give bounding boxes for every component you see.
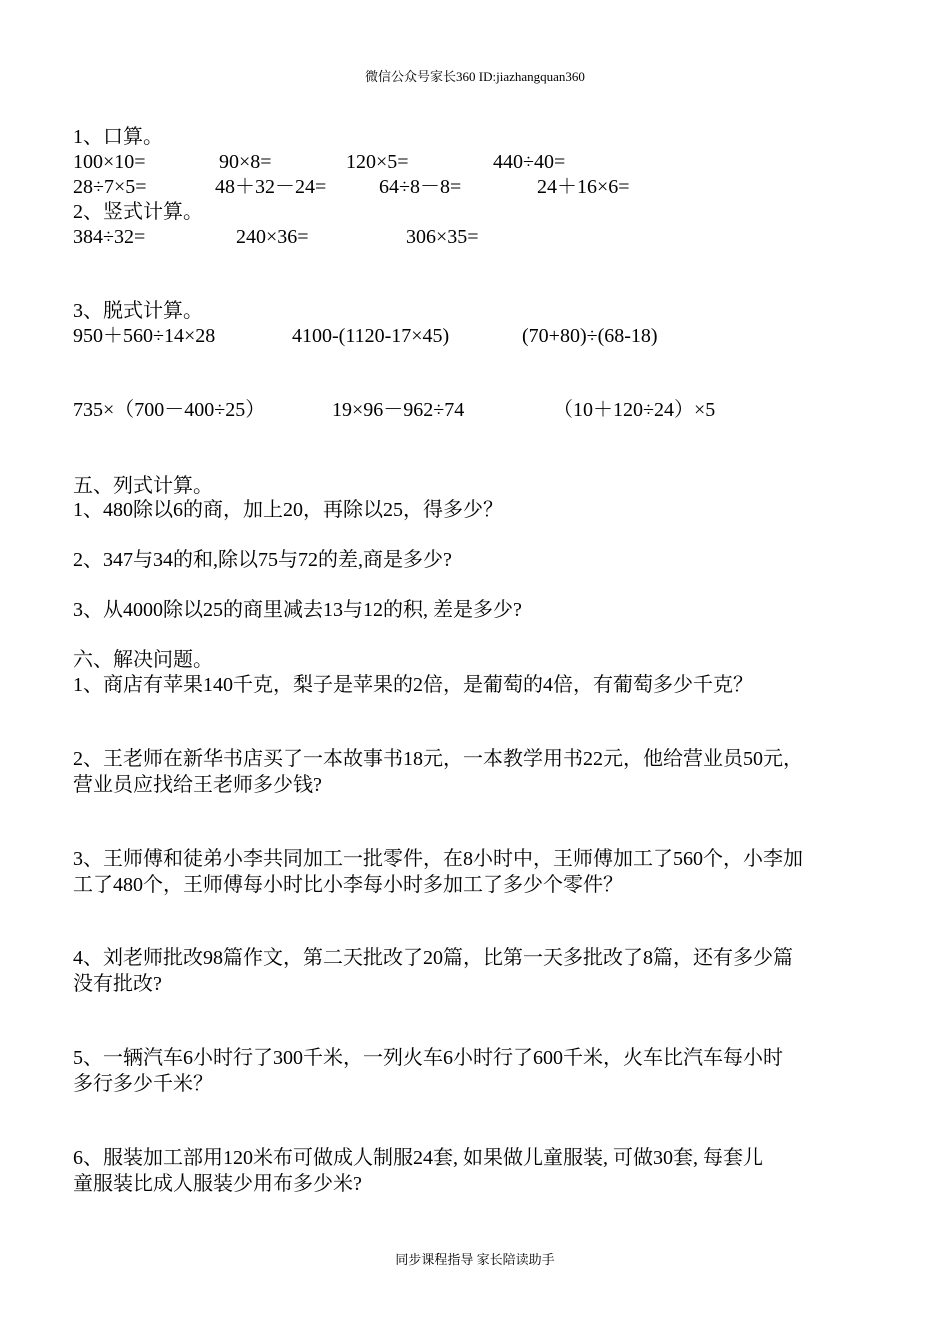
section6-title: 六、解决问题。 — [73, 649, 213, 671]
vertical-calc-item: 240×36= — [236, 226, 309, 248]
word-problem-6-line-2: 童服装比成人服装少用布多少米? — [73, 1173, 362, 1195]
word-problem-3-line-2: 工了480个，王师傅每小时比小李每小时多加工了多少个零件？ — [73, 874, 623, 896]
mental-math-item: 24＋16×6= — [537, 176, 630, 198]
section3-title: 3、脱式计算。 — [73, 300, 203, 322]
word-problem-5-line-2: 多行多少千米？ — [73, 1073, 213, 1095]
page-header: 微信公众号家长360 ID:jiazhangquan360 — [365, 69, 585, 84]
step-calc-item: （10＋120÷24）×5 — [553, 399, 716, 421]
word-problem-6-line-1: 6、服装加工部用120米布可做成人制服24套, 如果做儿童服装, 可做30套, 每套儿 — [73, 1147, 763, 1169]
equation-question-3: 3、从4000除以25的商里减去13与12的积, 差是多少? — [73, 599, 522, 621]
step-calc-item: 950＋560÷14×28 — [73, 325, 216, 347]
word-problem-3-line-1: 3、王师傅和徒弟小李共同加工一批零件，在8小时中，王师傅加工了560个，小李加 — [73, 848, 803, 870]
vertical-calc-item: 306×35= — [406, 226, 479, 248]
word-problem-4-line-2: 没有批改? — [73, 973, 162, 995]
section5-title: 五、列式计算。 — [73, 475, 213, 497]
word-problem-5-line-1: 5、一辆汽车6小时行了300千米，一列火车6小时行了600千米，火车比汽车每小时 — [73, 1047, 783, 1069]
equation-question-2: 2、347与34的和,除以75与72的差,商是多少? — [73, 549, 452, 571]
mental-math-item: 48＋32－24= — [215, 176, 327, 198]
word-problem-4-line-1: 4、刘老师批改98篇作文，第二天批改了20篇，比第一天多批改了8篇，还有多少篇 — [73, 947, 793, 969]
section2-title: 2、竖式计算。 — [73, 201, 203, 223]
vertical-calc-row — [73, 225, 893, 249]
section1-title: 1、口算。 — [73, 126, 163, 148]
mental-math-item: 100×10= — [73, 151, 146, 173]
step-calc-row-1 — [73, 324, 893, 348]
word-problem-2-line-1: 2、王老师在新华书店买了一本故事书18元，一本教学用书22元，他给营业员50元， — [73, 748, 803, 770]
vertical-calc-item: 384÷32= — [73, 226, 146, 248]
mental-math-item: 440÷40= — [493, 151, 566, 173]
equation-question-1: 1、480除以6的商，加上20，再除以25，得多少？ — [73, 499, 503, 521]
page-footer: 同步课程指导 家长陪读助手 — [395, 1252, 555, 1267]
step-calc-item: (70+80)÷(68-18) — [522, 325, 658, 347]
mental-math-row-2 — [73, 175, 893, 199]
step-calc-item: 19×96－962÷74 — [332, 399, 465, 421]
mental-math-item: 28÷7×5= — [73, 176, 147, 198]
mental-math-item: 90×8= — [219, 151, 272, 173]
mental-math-item: 120×5= — [346, 151, 409, 173]
word-problem-2-line-2: 营业员应找给王老师多少钱? — [73, 774, 322, 796]
step-calc-item: 735×（700－400÷25） — [73, 399, 266, 421]
step-calc-item: 4100-(1120-17×45) — [292, 325, 450, 347]
mental-math-item: 64÷8－8= — [379, 176, 462, 198]
step-calc-row-2 — [73, 398, 893, 422]
mental-math-row-1 — [73, 150, 893, 174]
word-problem-1: 1、商店有苹果140千克，梨子是苹果的2倍，是葡萄的4倍，有葡萄多少千克？ — [73, 674, 753, 696]
